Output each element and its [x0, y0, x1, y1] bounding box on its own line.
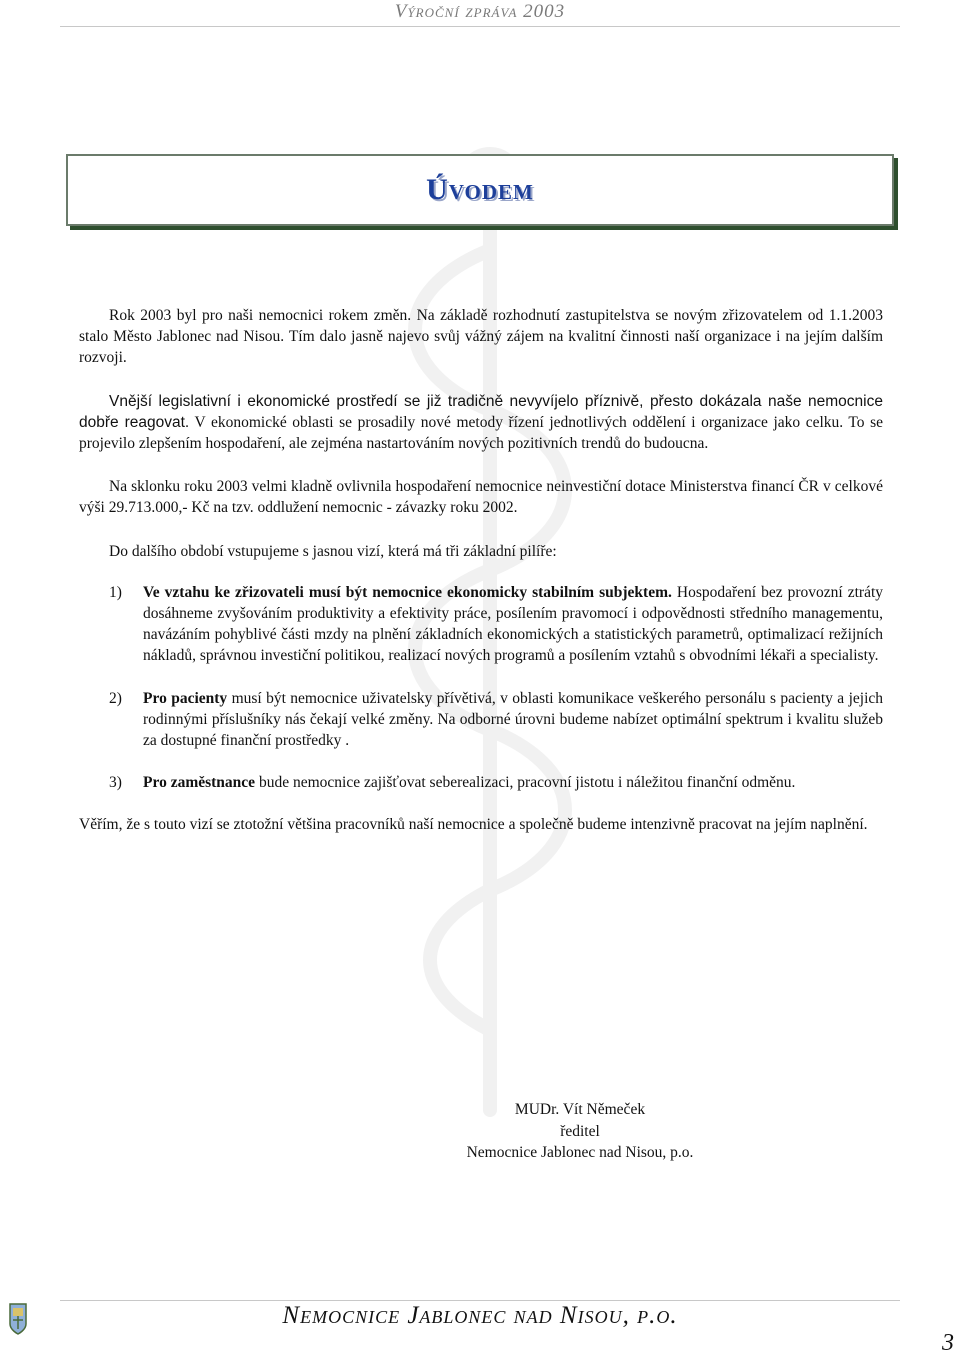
page-number: 3 — [942, 1330, 954, 1356]
header-divider — [60, 26, 900, 27]
signatory-role: ředitel — [560, 1122, 600, 1140]
document-body — [79, 305, 883, 836]
signatory-organization: Nemocnice Jablonec nad Nisou, p.o. — [466, 1144, 694, 1161]
footer-organization: Nemocnice Jablonec nad Nisou, p.o. — [282, 1302, 678, 1329]
list-item-text: musí být nemocnice uživatelsky přívětivá, v oblasti komunikace veškerého personálu s pacienty a jejich rodinnými příslušníky nás čekají velké změny. Na odborné úrovni budeme nabízet optimální spektrum i kvalitu služeb za dostupné finanční prostředky . — [143, 689, 884, 750]
running-header: Výroční zpráva 2003 — [394, 1, 566, 22]
paragraph-vision: Do dalšího období vstupujeme s jasnou vizí, která má tři základní pilíře: — [109, 542, 557, 560]
list-item — [79, 688, 883, 752]
paragraph-environment-rest: V ekonomické oblasti se prosadily nové metody řízení jednotlivých oddělení i organizace jako celku. To se projevilo zlepšením hospodaření, ale zejména nastartováním nových pozitivních trendů do budoucna. — [79, 413, 883, 453]
page-title: Úvodem — [426, 173, 534, 206]
footer-divider — [60, 1300, 900, 1301]
paragraph-environment — [79, 391, 883, 455]
signatory-name: MUDr. Vít Němeček — [514, 1101, 646, 1118]
list-item-text: bude nemocnice zajišťovat seberealizaci, pracovní jistotu i náležitou finanční odměnu. — [255, 774, 796, 792]
paragraph-environment-lead: Vnější legislativní i ekonomické prostředí se již tradičně nevyvíjelo příznivě, přesto dokázala naše nemocnice dobře reagovat. — [79, 392, 883, 431]
title-box — [66, 154, 894, 226]
list-item-bold: Pro pacienty — [143, 689, 228, 707]
list-number: 2) — [109, 689, 122, 707]
list-item-bold: Ve vztahu ke zřizovateli musí být nemocnice ekonomicky stabilním subjektem. — [143, 583, 672, 601]
signature-block — [440, 1099, 720, 1164]
list-item-bold: Pro zaměstnance — [143, 774, 256, 792]
list-item — [79, 772, 883, 793]
list-number: 3) — [109, 774, 122, 792]
paragraph-subsidy: Na sklonku roku 2003 velmi kladně ovlivnila hospodaření nemocnice neinvestiční dotace Ministerstva financí ČR v celkové výši 29.713.000,- Kč na tzv. oddlužení nemocnic - závazky roku 2002. — [79, 478, 883, 517]
list-number: 1) — [109, 583, 122, 601]
pillars-list — [79, 582, 883, 794]
list-item — [79, 582, 883, 667]
list-item-text: Hospodaření bez provozní ztráty dosáhneme zvyšováním produktivity a efektivity práce, posílením pravomocí i odpovědnosti středního managementu, navázáním pohyblivé části mzdy na plnění základních ekonomických a statistických parametrů, optimalizací režijních nákladů, správnou investiční politikou, realizací nových programů a posílením vztahů s obvodními lékaři a specialisty. — [143, 583, 884, 665]
paragraph-closing: Věřím, že s touto vizí se ztotožní většina pracovníků naší nemocnice a společně budeme intenzivně pracovat na jejím naplnění. — [79, 816, 868, 834]
paragraph-intro: Rok 2003 byl pro naši nemocnici rokem změn. Na základě rozhodnutí zastupitelstva se novým zřizovatelem od 1.1.2003 stalo Město Jablonec nad Nisou. Tím dalo jasně najevo svůj vážný zájem na kvalitní činnosti naší organizace i na jejím dalším rozvoji. — [79, 307, 883, 367]
